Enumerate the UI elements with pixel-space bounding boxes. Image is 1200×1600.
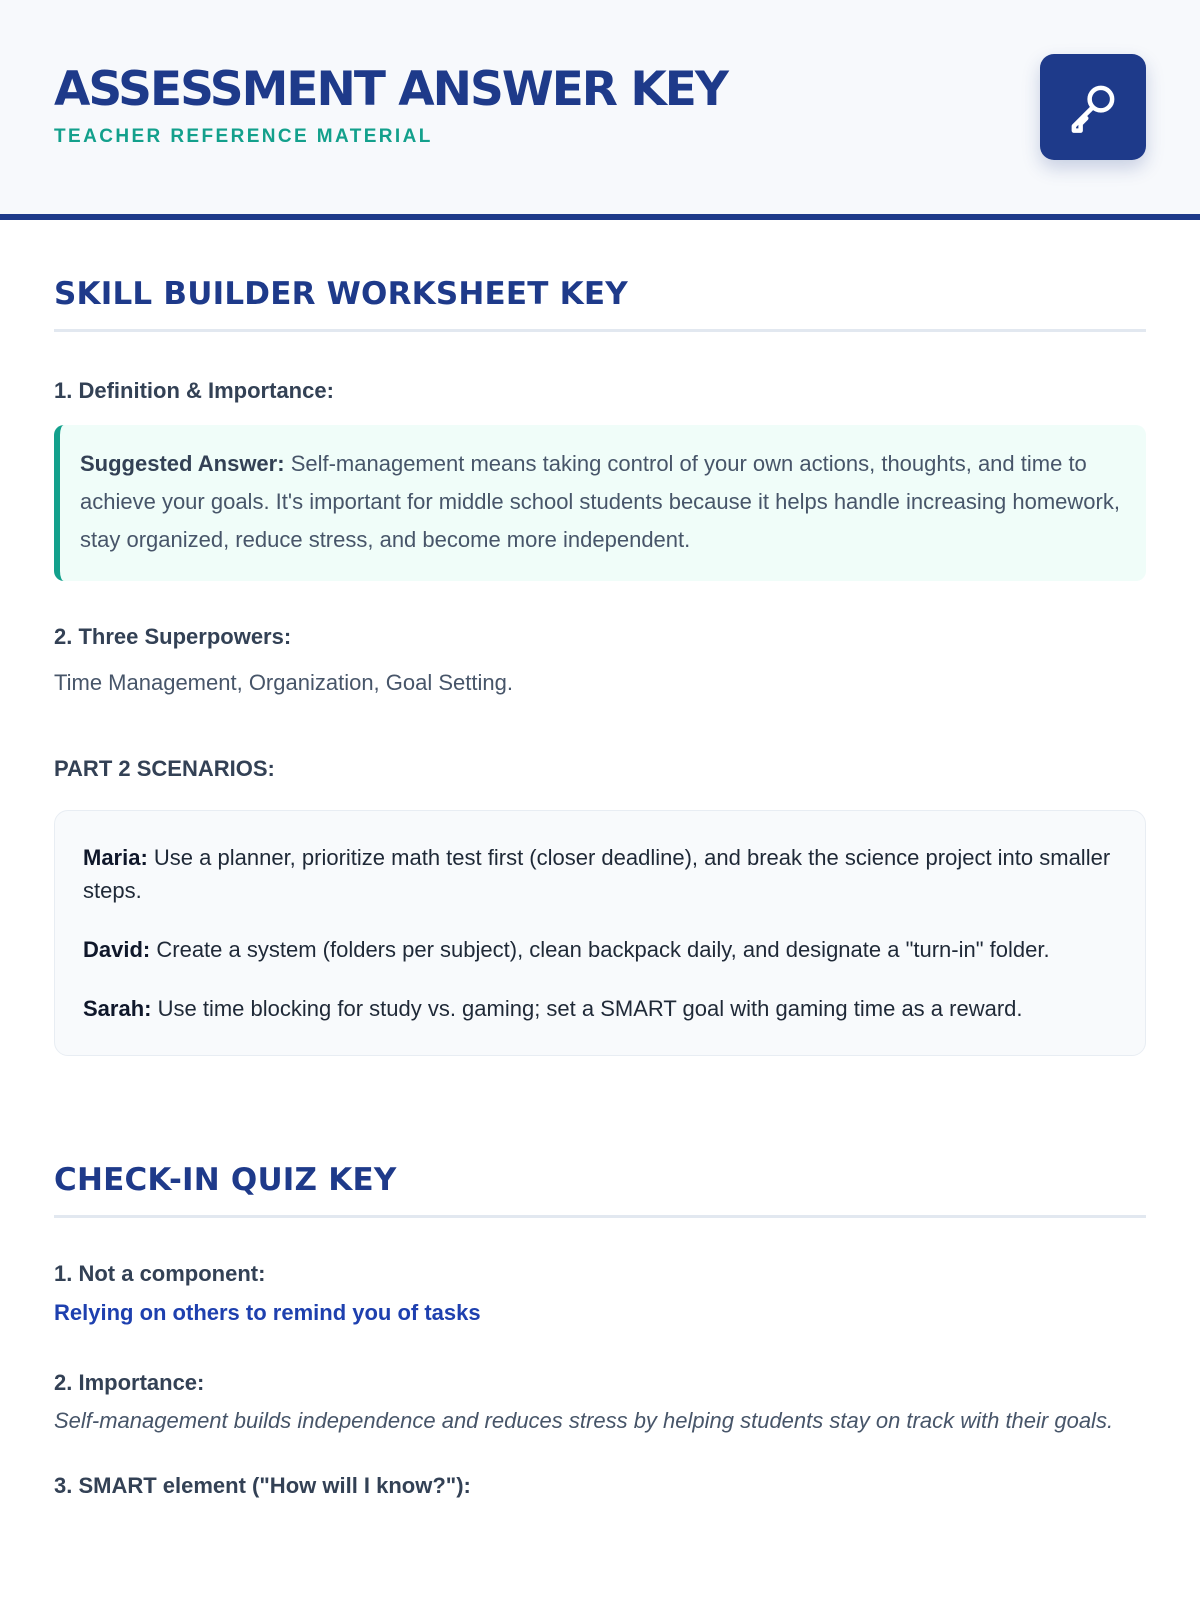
scenario-name: Sarah: xyxy=(83,996,152,1021)
quiz-title: CHECK-IN QUIZ KEY xyxy=(54,1162,397,1198)
worksheet-q2-label: 2. Three Superpowers: xyxy=(54,624,292,649)
suggested-answer-text: Self-management means taking control of your own actions, thoughts, and time to achieve your goals. It's important for middle school students because it helps handle increasing homework, stay organized, reduce stress, and become more independent. xyxy=(80,451,1120,552)
worksheet-title: SKILL BUILDER WORKSHEET KEY xyxy=(54,276,628,312)
page-header xyxy=(0,0,1200,220)
key-icon xyxy=(1066,80,1120,134)
scenario-item xyxy=(83,933,1119,966)
quiz-q2-label: 2. Importance: xyxy=(54,1370,205,1395)
quiz-q3-label: 3. SMART element ("How will I know?"): xyxy=(54,1473,471,1498)
quiz-q1-label: 1. Not a component: xyxy=(54,1261,266,1286)
page-subtitle: TEACHER REFERENCE MATERIAL xyxy=(54,126,433,147)
worksheet-q1-label: 1. Definition & Importance: xyxy=(54,378,334,403)
scenario-item xyxy=(83,992,1119,1025)
quiz-section xyxy=(54,1162,1146,1499)
section-divider xyxy=(54,329,1146,332)
scenarios-box xyxy=(54,810,1146,1056)
worksheet-q2-answer: Time Management, Organization, Goal Setting. xyxy=(54,670,513,695)
key-badge xyxy=(1040,54,1146,160)
suggested-answer-box xyxy=(54,425,1146,581)
scenario-text: Use a planner, prioritize math test first (closer deadline), and break the science project into smaller steps. xyxy=(83,845,1111,903)
suggested-answer-prefix: Suggested Answer: xyxy=(80,451,285,476)
part2-label: PART 2 SCENARIOS: xyxy=(54,756,275,781)
quiz-q1-answer: Relying on others to remind you of tasks xyxy=(54,1300,481,1325)
scenario-item xyxy=(83,841,1119,907)
main-content xyxy=(0,276,1200,1499)
page-title: ASSESSMENT ANSWER KEY xyxy=(54,62,727,117)
scenario-text: Create a system (folders per subject), clean backpack daily, and designate a "turn-in" folder. xyxy=(156,937,1050,962)
scenario-name: Maria: xyxy=(83,845,148,870)
worksheet-section xyxy=(54,276,1146,1056)
quiz-q2-answer: Self-management builds independence and reduces stress by helping students stay on track with their goals. xyxy=(54,1408,1114,1433)
scenario-name: David: xyxy=(83,937,151,962)
section-divider xyxy=(54,1215,1146,1218)
scenario-text: Use time blocking for study vs. gaming; set a SMART goal with gaming time as a reward. xyxy=(157,996,1023,1021)
